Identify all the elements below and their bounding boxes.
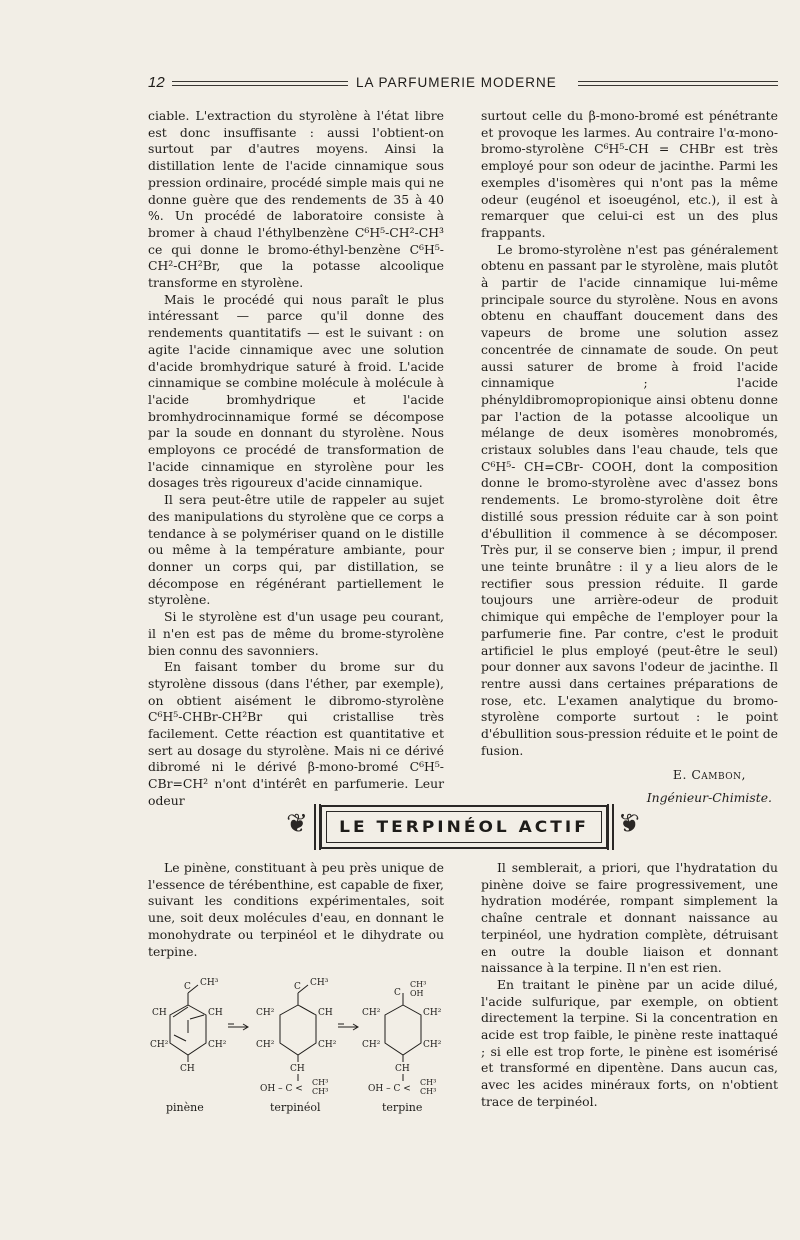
author-title: Ingénieur-Chimiste. <box>646 790 772 806</box>
formula-diagram <box>148 975 448 1100</box>
running-header <box>148 74 778 96</box>
atom-label: CH <box>152 1008 167 1018</box>
header-rule-right <box>578 81 778 86</box>
article2-col2-paragraph: Il semblerait, a priori, que l'hydratation du pinène doive se faire progressivement, une hydration modérée, rompant simplement la chaîne centrale et donnant naissance au terpinéol, une hydration complète, détruisant en outre la double liaison et donnant naissance à la terpine. Il n'en est rien. <box>481 860 778 976</box>
atom-label: CH <box>395 1064 410 1074</box>
atom-label: CH³ <box>200 978 219 988</box>
atom-label: CH <box>318 1008 333 1018</box>
atom-label: CH² <box>256 1008 275 1018</box>
atom-label: CH³ <box>420 1087 437 1096</box>
atom-label: CH² <box>256 1040 275 1050</box>
atom-label: OH <box>410 989 424 998</box>
banner-frame <box>320 805 608 849</box>
structural-formulas <box>148 975 448 1120</box>
atom-label: OH – C < <box>260 1084 303 1094</box>
atom-label: C <box>294 982 301 992</box>
article1-column-2 <box>481 108 778 807</box>
atom-label: CH³ <box>420 1078 437 1087</box>
article1-col1-paragraph: ciable. L'extraction du styrolène à l'état libre est donc insuffisante : aussi l'obtient-on surtout par d'autres moyens. Ainsi la distillation lente de l'acide cinnamique sous pression ordinaire, procédé simple mais qui ne donne guère que des rendements de 35 à 40 %. Un procédé de laboratoire consiste à bromer à chaud l'éthylbenzène C⁶H⁵-CH²-CH³ ce qui donne le bromo-éthyl-benzène C⁶H⁵-CH²-CH²Br, que la potasse alcoolique transforme en styrolène. <box>148 108 444 291</box>
article1-col1-paragraph: En faisant tomber du brome sur du styrolène dissous (dans l'éther, par exemple), on obtient aisément le dibromo-styrolène C⁶H⁵-CHBr-CH²Br qui cristallise très facilement. Cette réaction est quantitative et sert au dosage du styrolène. Mais ni ce dérivé dibromé ni le dérivé β-mono-bromé C⁶H⁵-CBr=CH² n'ont d'intérêt en parfumerie. Leur odeur <box>148 659 444 808</box>
atom-label: CH² <box>362 1040 381 1050</box>
terpine-ring <box>385 1005 421 1055</box>
atom-label: CH <box>180 1064 195 1074</box>
atom-label: CH² <box>423 1008 442 1018</box>
atom-label: C <box>184 982 191 992</box>
article1-col1-paragraph: Il sera peut-être utile de rappeler au sujet des manipulations du styrolène que ce corps a tendance à se polymériser quand on le distille ou même à la température ambiante, pour donner un corps qui, par distillation, se décompose en régénérant partiellement le styrolène. <box>148 492 444 608</box>
atom-label: CH² <box>362 1008 381 1018</box>
article1-col2-paragraph: Le bromo-styrolène n'est pas généralement obtenu en passant par le styrolène, mais plutôt à partir de l'acide cinnamique lui-même principale source du styrolène. Nous en avons obtenu en chauffant doucement dans des vapeurs de brome une solution assez concentrée de cinnamate de soude. On peut aussi saturer de brome à froid l'acide cinnamique ; l'acide phényldibromopropionique ainsi obtenu donne par l'action de la potasse alcoolique un mélange de deux isomères monobromés, cristaux solubles dans l'eau chaude, tels que C⁶H⁵- CH=CBr- COOH, dont la composition donne le bromo-styrolène avec d'assez bons rendements. Le bromo-styrolène doit être distillé sous pression réduite car à son point d'ébullition il commence à se décomposer. Très pur, il se conserve bien ; impur, il prend une teinte brunâtre : il y a lieu alors de le rectifier sous pression réduite. Il garde toujours une arrière-odeur de produit chimique qui empêche de l'employer pour la parfumerie fine. Par contre, c'est le produit artificiel le plus employé (peut-être le seul) pour donner aux savons l'odeur de jacinthe. Il rentre aussi dans certaines préparations de rose, etc. L'examen analytique du bromo-styrolène comporte surtout : le point d'ébullition sous-pression réduite et le point de fusion. <box>481 241 778 758</box>
author-name: E. Cambon, <box>672 767 746 783</box>
formula-caption-pinene: pinène <box>166 1101 204 1114</box>
fleuron-ornament-icon: ❦ <box>618 809 640 839</box>
running-title: LA PARFUMERIE MODERNE <box>356 75 557 90</box>
atom-label: OH – C < <box>368 1084 411 1094</box>
fleuron-ornament-icon: ❦ <box>286 809 308 839</box>
atom-label: CH² <box>318 1040 337 1050</box>
formula-caption-terpineol: terpinéol <box>270 1101 321 1114</box>
atom-label: CH³ <box>312 1087 329 1096</box>
atom-label: CH³ <box>312 1078 329 1087</box>
article2-intro-paragraph: Le pinène, constituant à peu près unique de l'essence de térébenthine, est capable de fixer, suivant les conditions expérimentales, soit une, soit deux molécules d'eau, en donnant le monohydrate ou terpinéol et le dihydrate ou terpine. <box>148 860 444 959</box>
atom-label: CH² <box>208 1040 227 1050</box>
article2-col2-paragraph: En traitant le pinène par un acide dilué, l'acide sulfurique, par exemple, on obtient directement la terpine. Si la concentration en acide est trop faible, le pinène reste inattaqué ; si elle est trop forte, le pinène est isomérisé et transformé en dipentène. Dans aucun cas, avec les acides minéraux forts, on n'obtient trace de terpinéol. <box>481 976 778 1109</box>
atom-label: CH <box>290 1064 305 1074</box>
article1-column-1 <box>148 108 444 810</box>
atom-label: CH² <box>150 1040 169 1050</box>
article1-col1-paragraph: Mais le procédé qui nous paraît le plus intéressant — parce qu'il donne des rendements quantitatifs — est le suivant : on agite l'acide cinnamique avec une solution d'acide bromhydrique saturé à froid. L'acide cinnamique se combine molécule à molécule à l'acide bromhydrique et l'acide bromhydrocinnamique formé se décompose par la soude en donnant du styrolène. Nous employons ce procédé de transformation de l'acide cinnamique en styrolène pour les dosages très rigoureux d'acide cinnamique. <box>148 291 444 491</box>
article1-col2-paragraph: surtout celle du β-mono-bromé est pénétrante et provoque les larmes. Au contraire l'α-mono-bromo-styrolène C⁶H⁵-CH = CHBr est très employé pour son odeur de jacinthe. Parmi les exemples d'isomères qui n'ont pas la même odeur (eugénol et isoeugénol, etc.), il est à remarquer que celui-ci est un des plus frappants. <box>481 108 778 240</box>
atom-label: CH³ <box>310 978 329 988</box>
formula-caption-terpine: terpine <box>382 1101 423 1114</box>
article1-col1-paragraph: Si le styrolène est d'un usage peu courant, il n'en est pas de même du brome-styrolène bien connu des savonniers. <box>148 609 444 658</box>
article2-column-1 <box>148 860 444 960</box>
article2-column-2 <box>481 860 778 1111</box>
atom-label: C <box>394 988 401 998</box>
atom-label: CH² <box>423 1040 442 1050</box>
atom-label: CH³ <box>410 980 427 989</box>
header-rule-left <box>172 81 348 86</box>
atom-label: CH <box>208 1008 223 1018</box>
section-banner <box>278 801 648 851</box>
page-number: 12 <box>148 74 165 91</box>
section-title: LE TERPINÉOL ACTIF <box>339 817 589 837</box>
